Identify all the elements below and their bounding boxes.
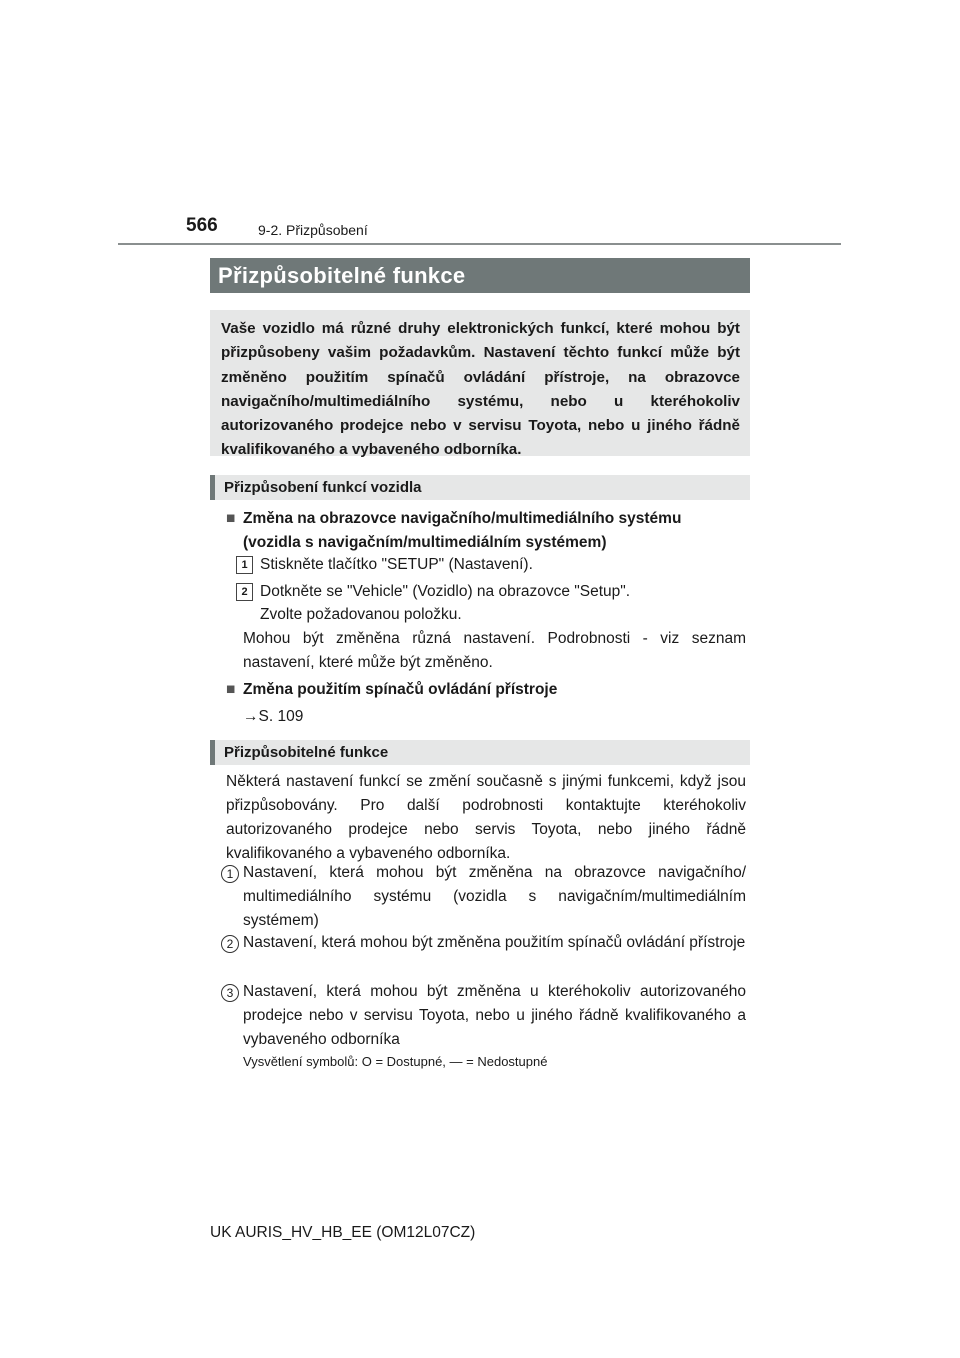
- page-number: 566: [186, 215, 218, 236]
- header-divider: [118, 243, 841, 245]
- bullet-heading-line2: (vozidla s navigačním/multimediálním systémem): [243, 534, 607, 551]
- circle-number-2: 2: [221, 935, 239, 953]
- document-footer: UK AURIS_HV_HB_EE (OM12L07CZ): [210, 1224, 476, 1241]
- step-1-text: Stiskněte tlačítko "SETUP" (Nastavení).: [260, 556, 533, 573]
- settings-note: Mohou být změněna různá nastavení. Podrobnosti - viz seznam nastavení, které může být změněno.: [243, 630, 746, 671]
- circle-number-1: 1: [221, 865, 239, 883]
- symbols-legend: Vysvětlení symbolů: O = Dostupné, — = Nedostupné: [243, 1054, 548, 1069]
- arrow-right-icon: →: [243, 708, 259, 725]
- page-reference-text: S. 109: [258, 708, 304, 725]
- step-number-1: 1: [236, 556, 253, 574]
- features-paragraph: Některá nastavení funkcí se změní současně s jinými funkcemi, když jsou přizpůsobovány. Pro další podrobnosti kontaktujte kteréhokoliv autorizovaného prodejce nebo servis Toyota, nebo jiného řádně kvalifikovaného a vybaveného odborníka.: [226, 773, 746, 862]
- step-2-text: Dotkněte se "Vehicle" (Vozidlo) na obrazovce "Setup".: [260, 583, 631, 600]
- bullet-heading-text: Změna použitím spínačů ovládání přístroje: [243, 681, 558, 698]
- page-reference: [243, 705, 303, 729]
- section-heading-customizable-features: Přizpůsobitelné funkce: [210, 740, 750, 765]
- intro-box: [210, 310, 750, 459]
- feature-category-3: Nastavení, která mohou být změněna u kteréhokoliv autorizovaného prodejce nebo v servisu Toyota, nebo u jiného řádně kvalifikovaného a vybaveného odborníka: [243, 983, 746, 1048]
- step-2-text-continued: Zvolte požadovanou položku.: [260, 606, 462, 623]
- bullet-heading-line1: Změna na obrazovce navigačního/multimediálního systému: [243, 510, 682, 527]
- square-bullet-icon: ■: [226, 510, 236, 527]
- section-label: 9-2. Přizpůsobení: [258, 222, 368, 238]
- bullet-heading-instrument-switches: [226, 678, 746, 702]
- bullet-heading-navigation: [226, 507, 746, 555]
- section-heading-vehicle-customization: Přizpůsobení funkcí vozidla: [210, 475, 750, 500]
- feature-category-1: Nastavení, která mohou být změněna na obrazovce navigačního/ multimediálního systému (vozidla s navigačním/multimediálním systémem): [243, 864, 746, 929]
- feature-category-2: Nastavení, která mohou být změněna použitím spínačů ovládání přístroje: [243, 934, 746, 951]
- page-title: Přizpůsobitelné funkce: [210, 258, 750, 293]
- circle-number-3: 3: [221, 984, 239, 1002]
- step-number-2: 2: [236, 583, 253, 601]
- square-bullet-icon: ■: [226, 681, 236, 698]
- intro-text: Vaše vozidlo má různé druhy elektronických funkcí, které mohou být přizpůsobeny vašim požadavkům. Nastavení těchto funkcí může být změněno použitím spínačů ovládání přístroje, na obrazovce navigačního/multimediálního systému, nebo u kteréhokoliv autorizovaného prodejce nebo v servisu Toyota, nebo u jiného řádně kvalifikovaného a vybaveného odborníka.: [221, 320, 740, 459]
